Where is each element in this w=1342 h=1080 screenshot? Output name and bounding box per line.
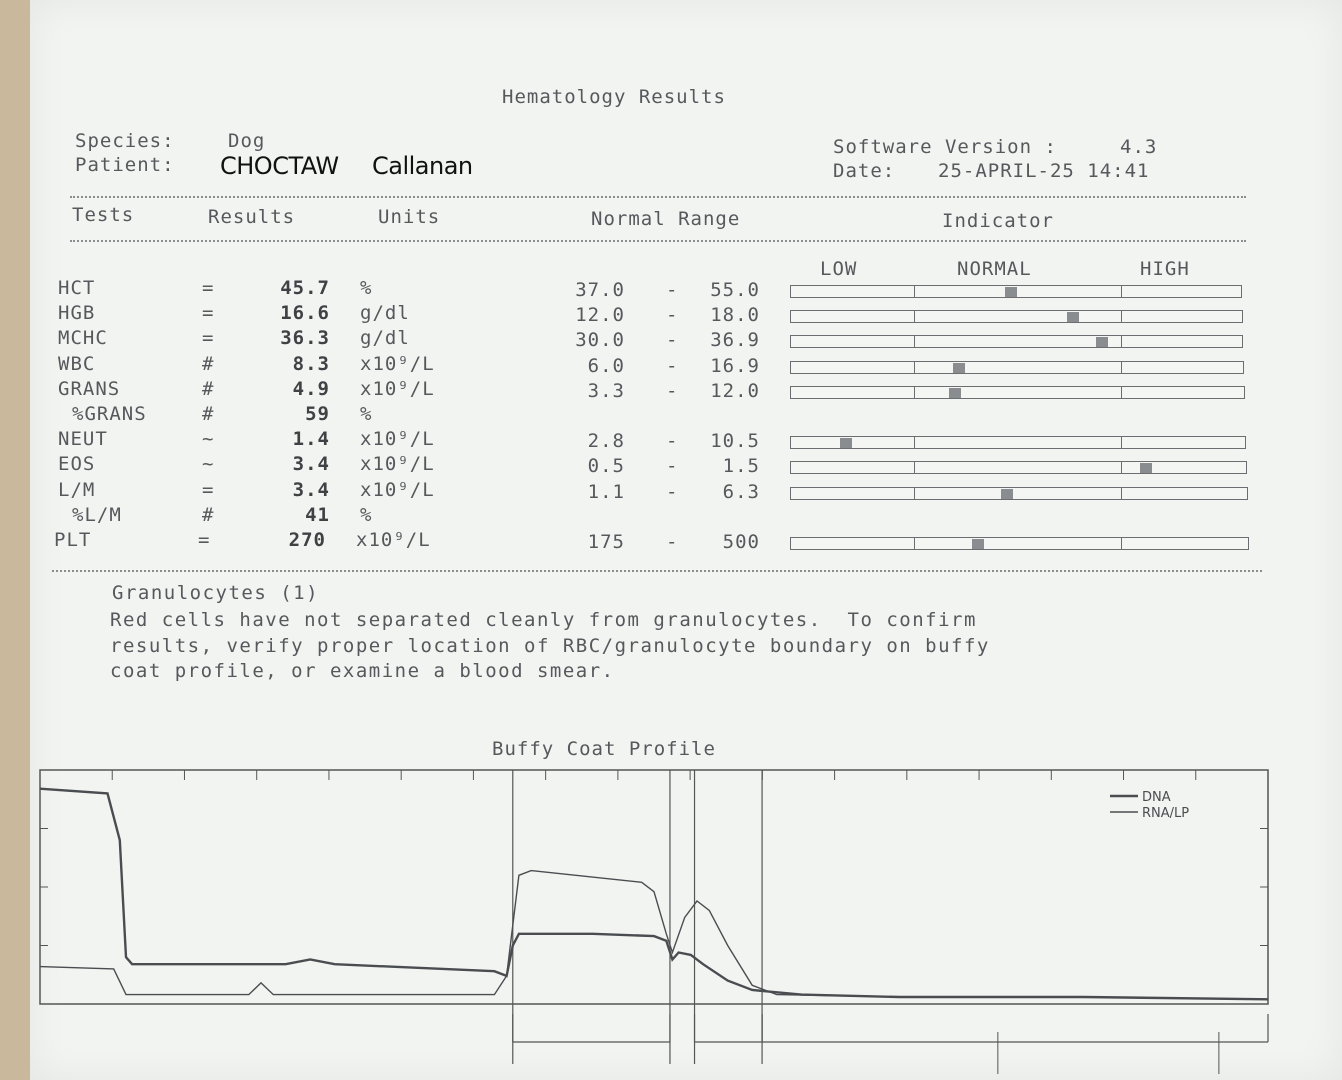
row-range-high: 500: [722, 531, 760, 553]
indicator-range-boundary: [1121, 387, 1122, 398]
row-flag-symbol: ~: [202, 428, 215, 451]
row-range-dash: -: [666, 279, 679, 301]
species-label: Species:: [75, 130, 175, 152]
comment-line-1: Red cells have not separated cleanly from granulocytes. To confirm: [110, 609, 977, 631]
row-flag-symbol: =: [202, 302, 215, 325]
row-range-high: 36.9: [710, 329, 760, 352]
patient-label: Patient:: [75, 154, 175, 176]
row-flag-symbol: =: [202, 277, 215, 299]
row-range-high: 6.3: [722, 480, 760, 503]
report-paper: [30, 0, 1342, 1080]
row-unit: x10⁹/L: [356, 529, 431, 551]
indicator-range-boundary: [1121, 311, 1122, 322]
indicator-bar: [790, 310, 1243, 323]
chart-title: Buffy Coat Profile: [492, 738, 716, 760]
row-result-value: 45.7: [280, 277, 330, 299]
row-flag-symbol: #: [202, 352, 215, 375]
species-value: Dog: [228, 130, 266, 152]
row-test-name: L/M: [58, 478, 96, 501]
row-result-value: 3.4: [292, 478, 330, 501]
row-range-high: 55.0: [710, 279, 760, 301]
row-unit: x10⁹/L: [360, 478, 435, 501]
row-result-value: 59: [305, 403, 330, 425]
row-range-dash: -: [666, 531, 679, 553]
row-test-name: %L/M: [72, 503, 122, 526]
col-indicator: Indicator: [942, 210, 1054, 232]
row-unit: g/dl: [360, 302, 410, 325]
row-unit: x10⁹/L: [360, 377, 435, 400]
row-flag-symbol: #: [202, 377, 215, 400]
indicator-normal-label: NORMAL: [957, 258, 1032, 280]
row-result-value: 36.3: [280, 327, 330, 350]
comment-heading: Granulocytes (1): [112, 582, 320, 604]
indicator-range-boundary: [1121, 336, 1122, 347]
divider-bottom: [52, 570, 1262, 572]
divider-top: [70, 196, 1246, 198]
row-unit: x10⁹/L: [360, 352, 435, 375]
row-range-dash: -: [666, 329, 679, 352]
row-test-name: HCT: [58, 277, 96, 299]
row-range-high: 16.9: [710, 354, 760, 377]
row-result-value: 1.4: [292, 428, 330, 451]
row-range-high: 10.5: [710, 430, 760, 453]
row-range-high: 12.0: [710, 379, 760, 402]
indicator-bar: [790, 386, 1245, 399]
indicator-range-boundary: [914, 336, 915, 347]
indicator-range-boundary: [914, 538, 915, 549]
row-range-low: 3.3: [587, 379, 625, 402]
row-range-dash: -: [666, 430, 679, 453]
row-flag-symbol: #: [202, 403, 215, 425]
row-range-low: 6.0: [587, 354, 625, 377]
row-test-name: HGB: [58, 302, 96, 325]
row-range-low: 0.5: [587, 455, 625, 478]
row-result-value: 41: [305, 503, 330, 526]
row-range-low: 1.1: [587, 480, 625, 503]
row-test-name: GRANS: [58, 377, 121, 400]
row-test-name: NEUT: [58, 428, 108, 451]
col-normal-range: Normal Range: [591, 208, 741, 230]
indicator-range-boundary: [1121, 437, 1122, 448]
indicator-bar: [790, 537, 1249, 550]
indicator-bar: [790, 487, 1248, 500]
row-range-low: 12.0: [575, 304, 625, 327]
indicator-marker: [1140, 463, 1152, 473]
row-flag-symbol: #: [202, 503, 215, 526]
row-unit: x10⁹/L: [360, 428, 435, 451]
row-range-dash: -: [666, 354, 679, 377]
chart-frame: [40, 770, 1268, 1004]
row-result-value: 270: [288, 529, 326, 551]
indicator-range-boundary: [1121, 462, 1122, 473]
row-test-name: EOS: [58, 453, 96, 476]
row-result-value: 3.4: [292, 453, 330, 476]
row-range-low: 175: [587, 531, 625, 553]
indicator-range-boundary: [1121, 362, 1122, 373]
row-test-name: %GRANS: [72, 403, 147, 425]
indicator-marker: [949, 388, 961, 398]
row-range-dash: -: [666, 480, 679, 503]
row-test-name: PLT: [54, 529, 92, 551]
indicator-marker: [972, 539, 984, 549]
indicator-range-boundary: [914, 311, 915, 322]
indicator-range-boundary: [914, 488, 915, 499]
patient-first-name: CHOCTAW: [220, 152, 339, 180]
row-unit: %: [360, 503, 373, 526]
legend-label: DNA: [1142, 790, 1171, 805]
row-flag-symbol: =: [198, 529, 211, 551]
row-result-value: 16.6: [280, 302, 330, 325]
indicator-marker: [1067, 312, 1079, 322]
software-value: 4.3: [1120, 136, 1158, 158]
indicator-marker: [1005, 287, 1017, 297]
row-test-name: WBC: [58, 352, 96, 375]
row-unit: x10⁹/L: [360, 453, 435, 476]
legend-label: RNA/LP: [1142, 806, 1190, 821]
col-tests: Tests: [72, 204, 135, 226]
row-flag-symbol: =: [202, 327, 215, 350]
indicator-marker: [840, 438, 852, 448]
row-result-value: 8.3: [292, 352, 330, 375]
col-units: Units: [378, 206, 441, 228]
indicator-range-boundary: [914, 437, 915, 448]
date-label: Date:: [833, 160, 896, 182]
row-range-high: 1.5: [722, 455, 760, 478]
indicator-marker: [953, 363, 965, 373]
indicator-bar: [790, 436, 1246, 449]
indicator-low-label: LOW: [820, 258, 858, 280]
comment-line-2: results, verify proper location of RBC/granulocyte boundary on buffy: [110, 635, 990, 657]
row-range-low: 37.0: [575, 279, 625, 301]
report-title: Hematology Results: [502, 86, 726, 108]
date-value: 25-APRIL-25 14:41: [938, 160, 1150, 182]
buffy-coat-chart: [38, 766, 1278, 1076]
software-label: Software Version :: [833, 136, 1057, 158]
row-range-dash: -: [666, 455, 679, 478]
row-range-high: 18.0: [710, 304, 760, 327]
row-range-dash: -: [666, 379, 679, 402]
indicator-range-boundary: [914, 362, 915, 373]
indicator-marker: [1096, 337, 1108, 347]
indicator-range-boundary: [914, 387, 915, 398]
indicator-range-boundary: [1121, 538, 1122, 549]
row-range-dash: -: [666, 304, 679, 327]
indicator-range-boundary: [1121, 488, 1122, 499]
patient-last-name: Callanan: [372, 152, 473, 180]
row-flag-symbol: =: [202, 478, 215, 501]
row-unit: %: [360, 403, 373, 425]
indicator-marker: [1001, 489, 1013, 499]
indicator-range-boundary: [914, 462, 915, 473]
row-unit: g/dl: [360, 327, 410, 350]
indicator-bar: [790, 461, 1247, 474]
col-results: Results: [208, 206, 296, 228]
divider-header: [70, 240, 1246, 242]
row-test-name: MCHC: [58, 327, 108, 350]
indicator-bar: [790, 335, 1243, 348]
comment-line-3: coat profile, or examine a blood smear.: [110, 660, 615, 682]
indicator-range-boundary: [914, 286, 915, 297]
row-flag-symbol: ~: [202, 453, 215, 476]
row-range-low: 30.0: [575, 329, 625, 352]
indicator-bar: [790, 361, 1244, 374]
indicator-range-boundary: [1121, 286, 1122, 297]
row-unit: %: [360, 277, 373, 299]
row-range-low: 2.8: [587, 430, 625, 453]
row-result-value: 4.9: [292, 377, 330, 400]
indicator-bar: [790, 285, 1242, 298]
indicator-high-label: HIGH: [1140, 258, 1190, 280]
